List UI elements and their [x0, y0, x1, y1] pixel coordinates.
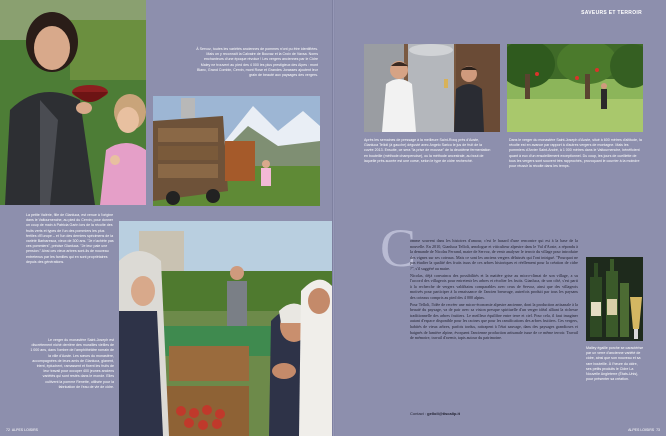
footer-right — [628, 428, 660, 432]
photo-woman-child-cider — [0, 0, 146, 205]
caption-right-middle — [364, 138, 492, 164]
photo-nuns-sorting-apples — [119, 221, 332, 436]
caption-left-middle — [26, 213, 114, 265]
page-gutter — [332, 0, 335, 436]
caption-right-top-text: Dans le verger du monastère Saint-Joseph d'Aoste, situé à 600 mètres d'altitude, la récolte est en avance par rapport à d'autres vergers de montagne. Mais les pommiers d'Arvier Saint-André, à 1 000 mètres dans le Valtournenche, bénéficient quant à eux d'un ensoleillement exceptionnel. Du coup, les jours de cueillette de tous les vergers sont souvent très rapprochés, provoquant le courrier à la moindre pour réussir la récolte dans les temps. — [509, 138, 642, 169]
photo-tasting-image — [364, 44, 500, 132]
footer-left-label: ALPES LOISIRS — [11, 428, 38, 432]
contact-email[interactable]: gelloli@tiscalip.it — [427, 411, 460, 416]
caption-left-middle-text: La petite Valérie, fille de Gianluca, est venue à l'origine dans le Valtournenche, au pied du Cervin, pour donner un coup de main à Patricia Garin lors de la récolte des fruits verts et types de l'un des pommiers les plus fertiles d'Europe – et l'un des derniers spécimens de la variété Barbaresca, vieux de 300 ans. "Je n'achète pas ces pommiers", précise Gianluca. "Je leur paie une pension." Ainsi ces vieux arbres sont-ils de nouveau entretenus par les familles qui en sont propriétaires depuis des générations. — [26, 213, 114, 264]
photo-cider-bottles — [586, 257, 643, 341]
article-paragraph-1: omme souvent dans les histoires d'amour, c'est le hasard d'une rencontre qui est à la base de la nouvelle. En 2010, Gianluca Telloli, œnologue et viticulteur alpestre dans le Val d'Aoste, a répondu à la demande de Nicolas Ferrand, maire de Servoz, de venir analyser le terroir du village pour introduire des vignes sur ses coteaux. Mais ce sont les anciens vergers délaissés qui l'ont intrigué. "Pourquoi ne pas étudier la qualité des fruits issus de ces arbres historiques et réellement pour la création de cidre ?", s'il suggéré au maire. — [410, 238, 578, 271]
article-body — [410, 238, 578, 342]
article-paragraph-3: Pour Telloli, l'idée de recréer une micro-économie alpestre ancienne, dont la production artisanale à la beauté du paysage, va de pair avec sa vision presque spirituelle d'un verger idéal alliant la richesse traditionnelle des arbres fruitiers. Le meilleur équilibre entre terre et ciel. Pour cela, il faut imaginer autant d'espace disponible pour les racines que pour les ramifications des arbres fruitiers. Ces vergers, habités de vieux arbres, parfois tordus, rattrapent à l'état sauvage, dans des paysages grandioses et baignés de lumière alpine, évoquent l'ancienne production artisanale issue de ce même terroir. Travail de mémoire, travail d'avenir, tapis autour du patrimoine. — [410, 301, 578, 341]
footer-right-page-number: 73 — [656, 428, 660, 432]
contact-label: Contact : — [410, 411, 427, 416]
article-paragraph-2: Nicolas, déjà convaincu des possibilités et la matière grise au micro-climat de son village, a su l'accord des villageois pour entretenir les arbres et récolter les fruits. Gianluca, de son côté, s'est parti à la recherche de vergers valdôtains comparables avec ceux de Servoz, ainsi que des villageois motivés pour participer à la renaissance de l'ancien breuvage, autrefois produit par tous les paysans des coteaux compris au pied des 4 000 alpins. — [410, 272, 578, 300]
photo-apple-truck-image — [153, 96, 320, 206]
footer-left — [6, 428, 38, 432]
footer-right-label: ALPES LOISIRS — [628, 428, 655, 432]
caption-right-top — [509, 138, 643, 169]
photo-woman-child-cider-image — [0, 0, 146, 205]
caption-top-center-text: À Servoz, toutes les variétés anciennes de pommes n'ont pu être identifiées. Mais on y reconnaît la Calvaire de Bouvaz et la Croix de Vaxsa. Noms enchanteurs d'une époque révolue ! Les vergers anciennes par le Cidre Maley ne trouvent au pied des 4 000 les plus prestigieux des Alpes : mont Blanc, Grand Combin, Cervin, mont Rose et Grandes Jorasses ajoutent leur grain de beauté aux paysages des vergers. — [196, 47, 318, 78]
photo-nuns-image — [119, 221, 332, 436]
photo-apple-truck-mountains — [153, 96, 320, 206]
photo-orchard-image — [507, 44, 643, 132]
caption-right-middle-text: Après les semaines de pressage à la meilleure Saint-Rocq près d'Aoste, Gianluca Telloli (à gauche) dégusté avec Angelo Sarico le jus de fruit de la cuvée 2013. Ensuite, ce sera "la prise de mousse" de la deuxième fermentation en bouteille (méthode champenoise), ou la méthode ancestrale, au bout de laquelle près-sucrée est une corse, selon le type de cidre recherché. — [364, 138, 491, 163]
photo-tasting-steel-tanks — [364, 44, 500, 132]
section-header: SAVEURS ET TERROIR — [581, 10, 642, 16]
article-contact — [410, 411, 460, 416]
caption-top-center — [194, 47, 318, 78]
photo-bottles-image — [586, 257, 643, 341]
caption-bottom-left — [30, 338, 114, 390]
photo-orchard-worker — [507, 44, 643, 132]
caption-bottom-right-text: Malley égaille porche se caractérise par un verre d'ancienne variété de cidre, ainsi que son nouveau et sa rare bouteille. À l'heure du cidre, ses petits produits le Cidre La Nouvelle Angleterre (États-Unis), pour présenter sa création. — [586, 346, 644, 382]
article-dropcap: C — [380, 218, 417, 278]
caption-bottom-right — [586, 346, 644, 382]
footer-left-page-number: 72 — [6, 428, 10, 432]
caption-bottom-left-text: Le verger du monastère Saint-Joseph est discrètement niché derrière des murailles vieilles de 1 000 ans, dans l'ombre de l'amphithéâtre romain de la ville d'Aoste. Les sœurs du monastère, accompagnées de leurs amis de Gianluca, glanent, trient, épluchent, ramassent et fixent les fruits de leur travail pour occuper 400 jeunes anciens variétés qui sont restés dans le monde. Elles cultivent la pomme Renette, utilisée pour la fabrication de l'eau de vie de cidre. — [30, 338, 114, 389]
